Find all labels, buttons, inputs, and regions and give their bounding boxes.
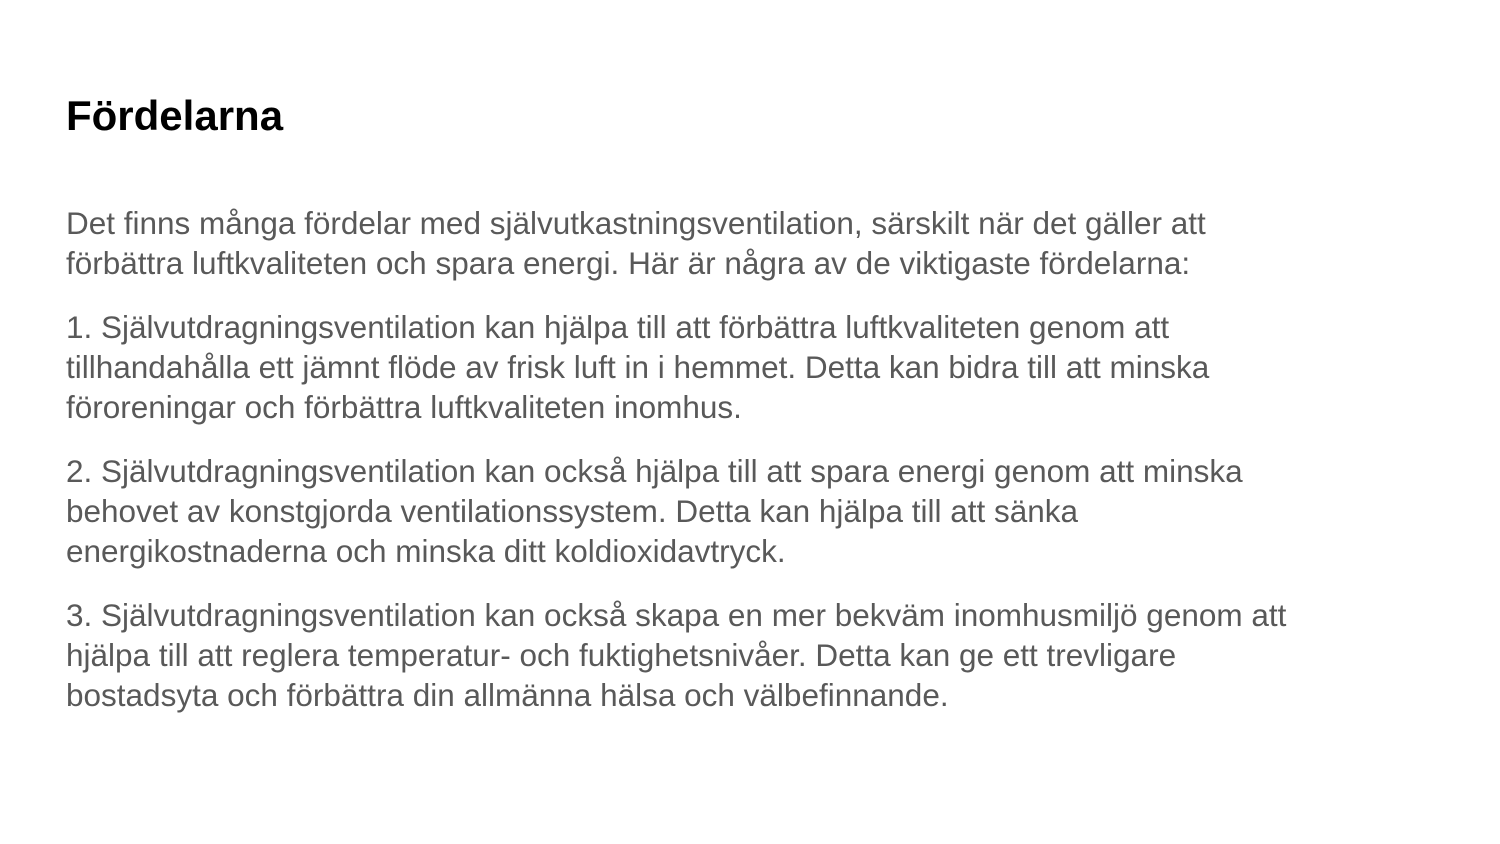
paragraph-line: förbättra luftkvaliteten och spara energi. Här är några av de viktigaste fördelarna: xyxy=(66,245,1191,281)
benefit-paragraph-1 xyxy=(66,307,1446,427)
paragraph-line: bostadsyta och förbättra din allmänna hälsa och välbefinnande. xyxy=(66,677,949,713)
paragraph-line: Det finns många fördelar med självutkastningsventilation, särskilt när det gäller att xyxy=(66,205,1206,241)
benefit-paragraph-3 xyxy=(66,595,1446,715)
benefit-paragraph-2 xyxy=(66,451,1446,571)
paragraph-line: energikostnaderna och minska ditt koldioxidavtryck. xyxy=(66,533,786,569)
paragraph-line: tillhandahålla ett jämnt flöde av frisk luft in i hemmet. Detta kan bidra till att minska xyxy=(66,349,1210,385)
paragraph-line: föroreningar och förbättra luftkvaliteten inomhus. xyxy=(66,389,742,425)
paragraph-line: behovet av konstgjorda ventilationssystem. Detta kan hjälpa till att sänka xyxy=(66,493,1079,529)
paragraph-line: 1. Självutdragningsventilation kan hjälpa till att förbättra luftkvaliteten genom att xyxy=(66,309,1170,345)
paragraph-line: 3. Självutdragningsventilation kan också skapa en mer bekväm inomhusmiljö genom att xyxy=(66,597,1287,633)
paragraph-line: 2. Självutdragningsventilation kan också hjälpa till att spara energi genom att minska xyxy=(66,453,1243,489)
slide-body xyxy=(66,203,1446,739)
slide-title: Fördelarna xyxy=(66,92,284,139)
intro-paragraph xyxy=(66,203,1446,283)
paragraph-line: hjälpa till att reglera temperatur- och fuktighetsnivåer. Detta kan ge ett trevligare xyxy=(66,637,1177,673)
